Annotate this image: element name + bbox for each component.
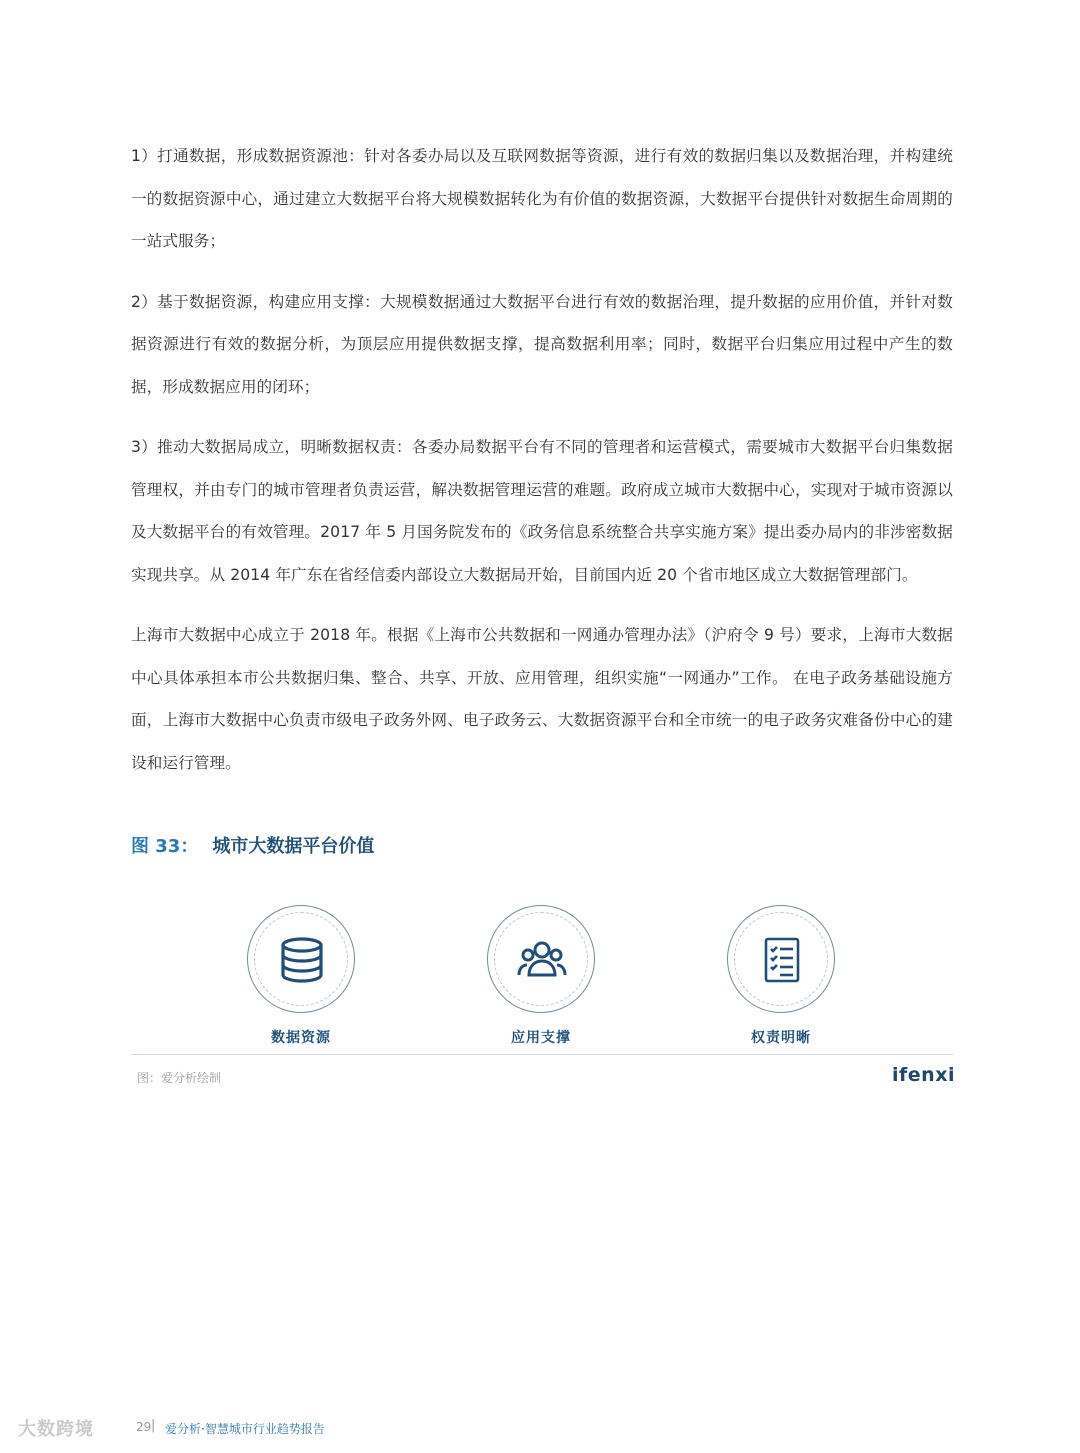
icon-circle	[487, 905, 595, 1013]
page-footer	[0, 1415, 1080, 1445]
page-number: 29	[136, 1420, 152, 1434]
figure-divider	[131, 1054, 953, 1055]
report-title: 爱分析·智慧城市行业趋势报告	[165, 1422, 325, 1436]
figure-item-label: 数据资源	[271, 1030, 331, 1046]
watermark: 大数跨境	[18, 1419, 94, 1440]
checklist-icon	[757, 935, 807, 985]
figure-source: 图：爱分析绘制	[137, 1071, 222, 1085]
figure-title	[131, 832, 374, 858]
brand-logo: ifenxi	[892, 1064, 955, 1086]
paragraph-2: 2）基于数据资源，构建应用支撑：大规模数据通过大数据平台进行有效的数据治理，提升数据的应用价值，并针对数据资源进行有效的数据分析，为顶层应用提供数据支撑，提高数据利用率；同时，数据平台归集应用过程中产生的数据，形成数据应用的闭环；	[131, 292, 953, 396]
figure-item-app-support	[485, 905, 597, 1047]
icon-circle	[247, 905, 355, 1013]
figure-icons	[131, 905, 953, 1055]
paragraph-3: 3）推动大数据局成立，明晰数据权责：各委办局数据平台有不同的管理者和运营模式，需要城市大数据平台归集数据管理权，并由专门的城市管理者负责运营，解决数据管理运营的难题。政府成立城市大数据中心，实现对于城市资源以及大数据平台的有效管理。2017 年 5 月国务院发布的《政务信息系统整合共享实施方案》提出委办局内的非涉密数据实现共享。从 2014 年广东在省经信委内部设立大数据局开始，目前国内近 20 个省市地区成立大数据管理部门。	[131, 438, 953, 584]
figure-item-responsibility	[725, 905, 837, 1047]
body-text	[131, 135, 953, 802]
database-icon	[277, 935, 327, 985]
footer-separator: |	[151, 1418, 156, 1433]
figure-item-label: 权责明晰	[751, 1030, 811, 1046]
users-icon	[517, 935, 567, 985]
figure-number: 图 33：	[131, 836, 199, 857]
figure-item-label: 应用支撑	[511, 1030, 571, 1046]
paragraph-4: 上海市大数据中心成立于 2018 年。根据《上海市公共数据和一网通办管理办法》（沪府令 9 号）要求，上海市大数据中心具体承担本市公共数据归集、整合、共享、开放、应用管理，组织实施“一网通办”工作。 在电子政务基础设施方面，上海市大数据中心负责市级电子政务外网、电子政务云、大数据资源平台和全市统一的电子政务灾难备份中心的建设和运行管理。	[131, 626, 953, 772]
figure-item-data-resources	[245, 905, 357, 1047]
icon-circle	[727, 905, 835, 1013]
paragraph-1: 1）打通数据，形成数据资源池：针对各委办局以及互联网数据等资源，进行有效的数据归集以及数据治理，并构建统一的数据资源中心，通过建立大数据平台将大规模数据转化为有价值的数据资源，大数据平台提供针对数据生命周期的一站式服务；	[131, 147, 953, 250]
figure-caption: 城市大数据平台价值	[212, 836, 375, 857]
